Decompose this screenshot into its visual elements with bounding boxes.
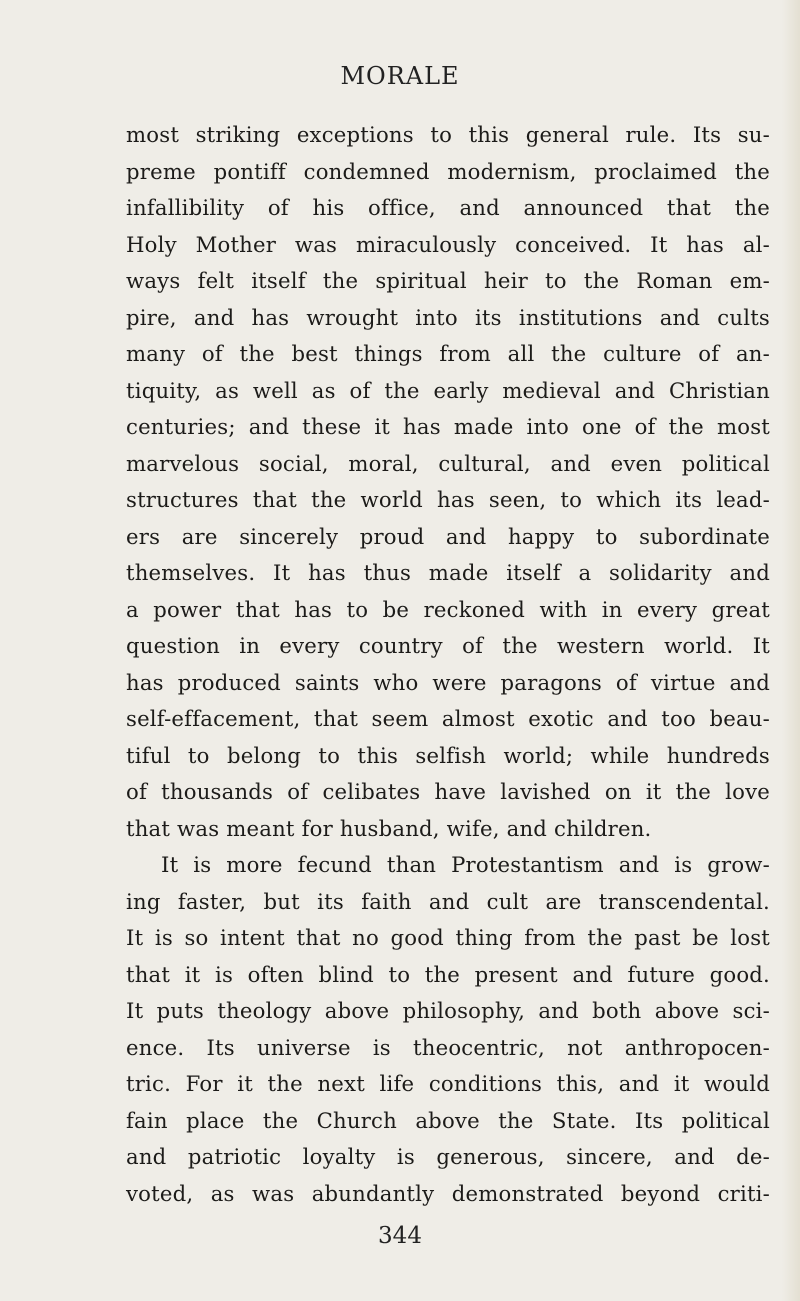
text-line: that was meant for husband, wife, and children. — [126, 815, 652, 841]
text-line: themselves. It has thus made itself a solidarity and — [126, 560, 770, 585]
page-number: 344 — [378, 1223, 422, 1249]
text-line: It is so intent that no good thing from the past be lost — [126, 925, 770, 950]
text-line: has produced saints who were paragons of virtue and — [126, 669, 770, 695]
running-head: MORALE — [340, 62, 460, 90]
text-line: infallibility of his office, and announced that the — [126, 195, 770, 220]
text-line: pire, and has wrought into its institutions and cults — [126, 304, 770, 330]
text-line: ways felt itself the spiritual heir to the Roman em- — [126, 268, 770, 293]
text-line: self-effacement, that seem almost exotic and too beau- — [126, 706, 770, 731]
text-line: It puts theology above philosophy, and both above sci- — [126, 998, 770, 1023]
text-line: that it is often blind to the present and future good. — [126, 961, 770, 987]
text-line: fain place the Church above the State. Its political — [126, 1107, 770, 1133]
text-line: marvelous social, moral, cultural, and even political — [126, 450, 770, 476]
text-line: of thousands of celibates have lavished on it the love — [126, 779, 770, 804]
text-line: centuries; and these it has made into one of the most — [126, 414, 770, 439]
text-line: a power that has to be reckoned with in every great — [126, 596, 770, 622]
page-edge-shadow — [782, 0, 800, 1301]
text-line: ing faster, but its faith and cult are transcendental. — [126, 888, 770, 914]
text-line: voted, as was abundantly demonstrated beyond criti- — [126, 1180, 770, 1206]
text-line: preme pontiff condemned modernism, proclaimed the — [126, 158, 770, 184]
text-line: tiquity, as well as of the early medieval and Christian — [126, 377, 770, 403]
body-text — [126, 117, 770, 1212]
text-line: tric. For it the next life conditions this, and it would — [126, 1071, 770, 1096]
text-line: structures that the world has seen, to which its lead- — [126, 487, 770, 512]
text-line: ence. Its universe is theocentric, not anthropocen- — [126, 1034, 770, 1060]
text-line: many of the best things from all the culture of an- — [126, 341, 770, 366]
text-line-paragraph-start: It is more fecund than Protestantism and is grow- — [161, 852, 770, 877]
text-line: question in every country of the western world. It — [126, 633, 770, 658]
text-line: ers are sincerely proud and happy to subordinate — [126, 523, 770, 549]
text-line: Holy Mother was miraculously conceived. It has al- — [126, 231, 770, 257]
text-line: most striking exceptions to this general rule. Its su- — [126, 122, 770, 147]
text-line: and patriotic loyalty is generous, sincere, and de- — [126, 1144, 770, 1169]
text-line: tiful to belong to this selfish world; while hundreds — [126, 742, 770, 768]
